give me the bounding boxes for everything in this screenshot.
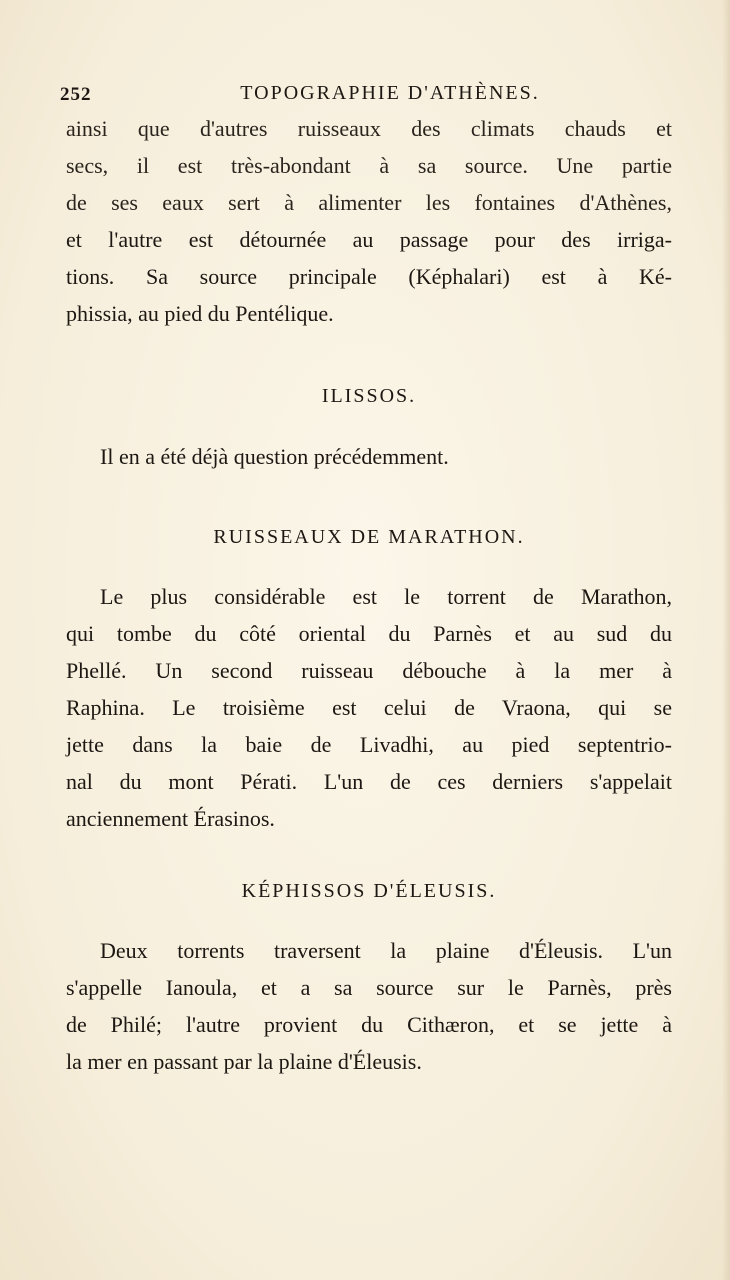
section-heading-marathon: RUISSEAUX DE MARATHON. (213, 526, 525, 548)
page-number: 252 (60, 84, 92, 105)
paragraph-line: s'appelle Ianoula, et a sa source sur le Parnès, près (66, 975, 672, 1000)
paragraph-marathon (66, 578, 672, 837)
paragraph-kephissos (66, 932, 672, 1080)
paragraph-line: de ses eaux sert à alimenter les fontaines d'Athènes, (66, 190, 672, 215)
page-edge-shadow (722, 0, 730, 1280)
paragraph-line: anciennement Érasinos. (66, 806, 275, 831)
paragraph-line: nal du mont Pérati. L'un de ces derniers s'appelait (66, 769, 672, 794)
paragraph-line: ainsi que d'autres ruisseaux des climats chauds et (66, 116, 672, 141)
paragraph-line: de Philé; l'autre provient du Cithæron, et se jette à (66, 1012, 672, 1037)
paragraph-line: phissia, au pied du Pentélique. (66, 301, 334, 326)
paragraph-line: Raphina. Le troisième est celui de Vraona, qui se (66, 695, 672, 720)
paragraph-line: et l'autre est détournée au passage pour des irriga- (66, 227, 672, 252)
section-heading-kephissos: KÉPHISSOS D'ÉLEUSIS. (241, 880, 497, 902)
paragraph-line: secs, il est très-abondant à sa source. Une partie (66, 153, 672, 178)
paragraph-line: tions. Sa source principale (Képhalari) est à Ké- (66, 264, 672, 289)
paragraph-line: Deux torrents traversent la plaine d'Éleusis. L'un (100, 938, 672, 963)
paragraph-continuation (66, 110, 672, 332)
paragraph-line: qui tombe du côté oriental du Parnès et au sud du (66, 621, 672, 646)
section-heading-ilissos: ILISSOS. (321, 385, 417, 407)
paragraph-line: Le plus considérable est le torrent de Marathon, (100, 584, 672, 609)
paragraph-line: la mer en passant par la plaine d'Éleusis. (66, 1049, 422, 1074)
paragraph-line: Il en a été déjà question précédemment. (100, 444, 449, 469)
paragraph-line: Phellé. Un second ruisseau débouche à la mer à (66, 658, 672, 683)
paragraph-ilissos (66, 438, 672, 475)
running-title: TOPOGRAPHIE D'ATHÈNES. (240, 82, 540, 104)
paragraph-line: jette dans la baie de Livadhi, au pied septentrio- (66, 732, 672, 757)
running-head (60, 80, 670, 110)
